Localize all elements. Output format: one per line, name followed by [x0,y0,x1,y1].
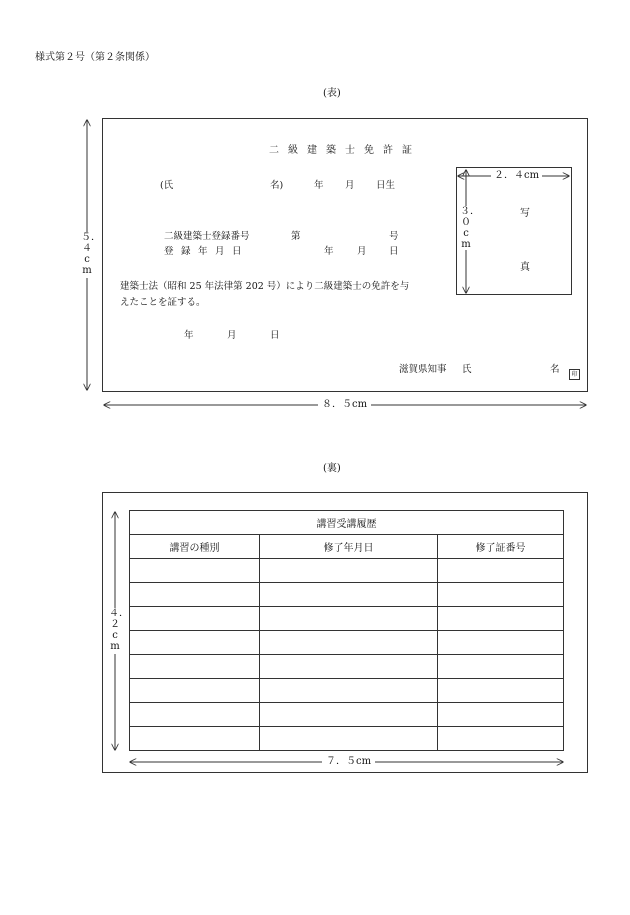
issue-year: 年 [184,330,194,341]
issuer-label: 滋賀県知事 [399,364,447,375]
registration-year: 年 [324,246,334,257]
issue-month: 月 [227,330,237,341]
table-cell [260,607,438,631]
table-cell [130,583,260,607]
card-title: 二級建築士免許証 [269,145,421,156]
table-cell [130,559,260,583]
table-row [130,583,564,607]
table-cell [260,679,438,703]
back-width-label: ７．５cm [322,756,375,768]
statement-line-1: 建築士法（昭和 25 年法律第 202 号）により二級建築士の免許を与 [120,281,410,292]
name-close: 名) [270,180,284,191]
seal-icon [569,364,580,383]
form-number: 様式第２号（第２条関係） [35,52,155,63]
registration-dai: 第 [291,231,301,242]
front-width-label: ８．５cm [318,399,371,411]
column-header: 修了証番号 [438,535,564,559]
table-row [130,703,564,727]
back-height-label: ４．２cm [109,608,129,652]
table-cell [260,583,438,607]
registration-day: 日 [389,246,399,257]
issuer-shi: 氏 [462,364,472,375]
table-cell [438,655,564,679]
table-cell [438,607,564,631]
table-cell [130,655,260,679]
back-heading: (裏) [323,463,341,474]
table-cell [130,703,260,727]
table-cell [130,631,260,655]
table-row [130,679,564,703]
photo-label-2: 真 [520,262,530,273]
photo-label-1: 写 [520,208,530,219]
birth-month: 月 [345,180,355,191]
photo-box [456,167,572,295]
table-cell [260,703,438,727]
registration-number-label: 二級建築士登録番号 [164,231,250,242]
table-cell [438,559,564,583]
seal-mark: 印 [569,369,580,380]
table-cell [438,631,564,655]
table-cell [438,703,564,727]
table-cell [260,559,438,583]
front-height-label: ５．４cm [81,232,101,276]
table-cell [260,655,438,679]
front-heading: (表) [323,88,341,99]
issuer-mei: 名 [550,364,560,375]
table-cell [438,727,564,751]
column-header: 講習の種別 [130,535,260,559]
table-cell [438,679,564,703]
training-history-table [129,510,564,751]
issue-day: 日 [270,330,280,341]
table-cell [130,679,260,703]
table-title: 講習受講履歴 [130,511,564,535]
photo-width-label: ２．４cm [491,170,542,182]
birth-year: 年 [314,180,324,191]
table-cell [260,727,438,751]
registration-go: 号 [389,231,399,242]
table-row [130,559,564,583]
table-cell [130,607,260,631]
table-row [130,655,564,679]
table-row [130,631,564,655]
table-cell [260,631,438,655]
table-cell [130,727,260,751]
registration-month: 月 [357,246,367,257]
birth-day: 日生 [376,180,396,191]
table-cell [438,583,564,607]
statement-line-2: えたことを証する。 [120,297,206,308]
photo-height-label: ３．０cm [460,206,480,250]
column-header: 修了年月日 [260,535,438,559]
registration-date-label: 登録年月日 [164,246,250,257]
name-open: (氏 [160,180,174,191]
table-row [130,607,564,631]
table-row [130,727,564,751]
